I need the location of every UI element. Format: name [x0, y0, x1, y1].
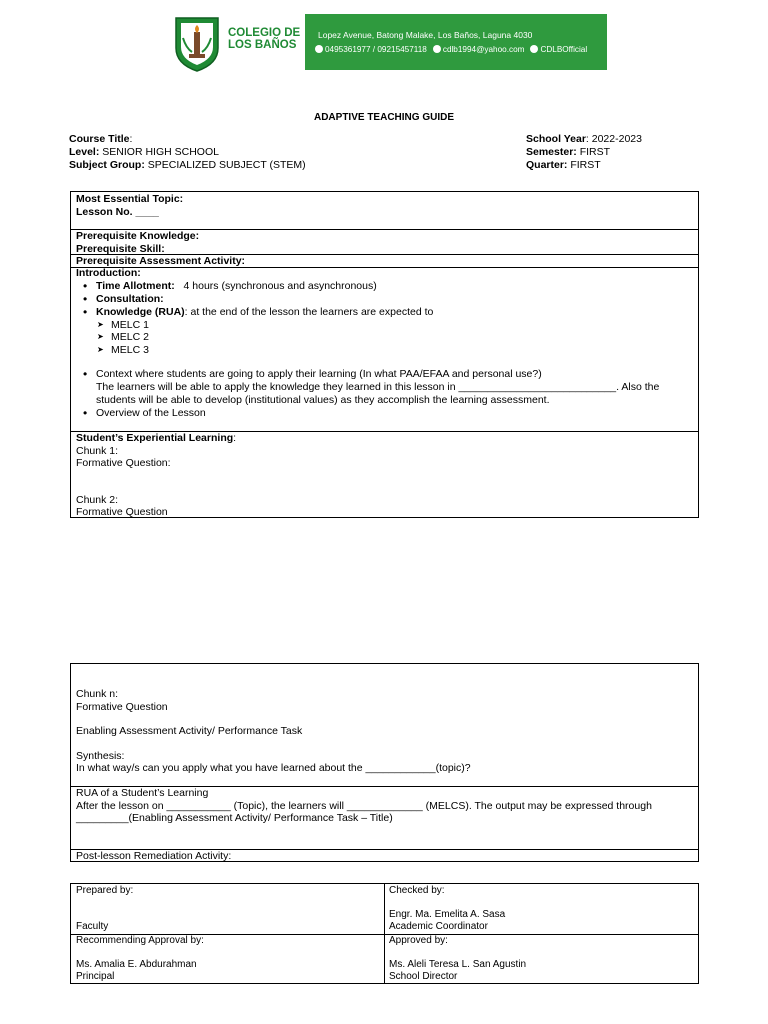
school-address: Lopez Avenue, Batong Malake, Los Baños, Laguna 4030 [318, 30, 533, 40]
phone-icon [315, 45, 323, 53]
school-name: COLEGIO DE LOS BAÑOS [228, 27, 301, 51]
context-item: • Context where students are going to apply their learning (In what PAA/EFAA and personal use?) The learners will be able to apply the knowledge they learned in this lesson in ___________________________. Also the students will be able to develop (institutional values) as they accomplish the learning assessment. [96, 368, 691, 407]
rua-cell: RUA of a Student’s Learning After the lesson on ___________ (Topic), the learners will _____________ (MELCS). The output may be expressed through _________(Enabling Assessment Activity/ Performance Task – Title) [76, 787, 652, 824]
melc-item: ➤ MELC 3 [111, 344, 691, 357]
term-meta: School Year: 2022-2023 Semester: FIRST Quarter: FIRST [526, 133, 642, 171]
contact-banner [305, 14, 607, 70]
school-crest-icon [172, 14, 222, 72]
email-item: cdlb1994@yahoo.com [433, 45, 525, 54]
checked-by-cell: Checked by: Engr. Ma. Emelita A. Sasa Academic Coordinator [389, 885, 506, 932]
email-icon [433, 45, 441, 53]
topic-cell: Most Essential Topic: Lesson No. ____ [76, 193, 184, 218]
lesson-table [70, 191, 699, 518]
school-logo-block [160, 12, 305, 74]
signature-table [70, 883, 699, 984]
melc-item: ➤ MELC 2 [111, 331, 691, 344]
time-allotment-item: • Time Allotment: 4 hours (synchronous and asynchronous) [96, 280, 691, 293]
melc-item: ➤ MELC 1 [111, 319, 691, 332]
chunk-table [70, 663, 699, 862]
course-meta: Course Title: Level: SENIOR HIGH SCHOOL Subject Group: SPECIALIZED SUBJECT (STEM) [69, 133, 306, 171]
approved-by-cell: Approved by: Ms. Aleli Teresa L. San Agustin School Director [389, 935, 527, 982]
prereq-assessment-cell: Prerequisite Assessment Activity: [76, 255, 246, 267]
prepared-by-cell: Prepared by: Faculty [76, 885, 134, 932]
facebook-icon [530, 45, 538, 53]
remediation-cell: Post-lesson Remediation Activity: [76, 850, 232, 862]
overview-item: • Overview of the Lesson [96, 407, 691, 420]
prerequisite-cell: Prerequisite Knowledge: Prerequisite Skill: [76, 230, 200, 255]
consultation-item: • Consultation: [96, 293, 691, 306]
phone-item: 0495361977 / 09215457118 [315, 45, 427, 54]
recommending-cell: Recommending Approval by: Ms. Amalia E. Abdurahman Principal [76, 935, 204, 982]
facebook-item: CDLBOfficial [530, 45, 587, 54]
chunk-n-cell: Chunk n: Formative Question Enabling Assessment Activity/ Performance Task Synthesis: In what way/s can you apply what you have learned about the ____________(topic)? [76, 688, 471, 774]
document-title: ADAPTIVE TEACHING GUIDE [313, 112, 454, 123]
knowledge-item: • Knowledge (RUA): at the end of the lesson the learners are expected to [96, 306, 691, 319]
introduction-cell: Introduction: • Time Allotment: 4 hours (synchronous and asynchronous) • Consultation: • Knowledge (RUA): at the end of the lesson the learners are expected to ➤ MELC 1 ➤ MELC 2 ➤ MELC 3 • Context where students are going to apply their learning (In what PAA/EFAA and personal use?) The learners will be able to apply the knowledge they learned in this lesson in ___________________________. Also the students will be able to develop (institutional values) as they accomplish the learning assessment. • Overview of the Lesson [76, 267, 691, 420]
experiential-cell: Student’s Experiential Learning: Chunk 1: Formative Question: Chunk 2: Formative Question [76, 432, 237, 518]
contact-line [315, 45, 587, 54]
